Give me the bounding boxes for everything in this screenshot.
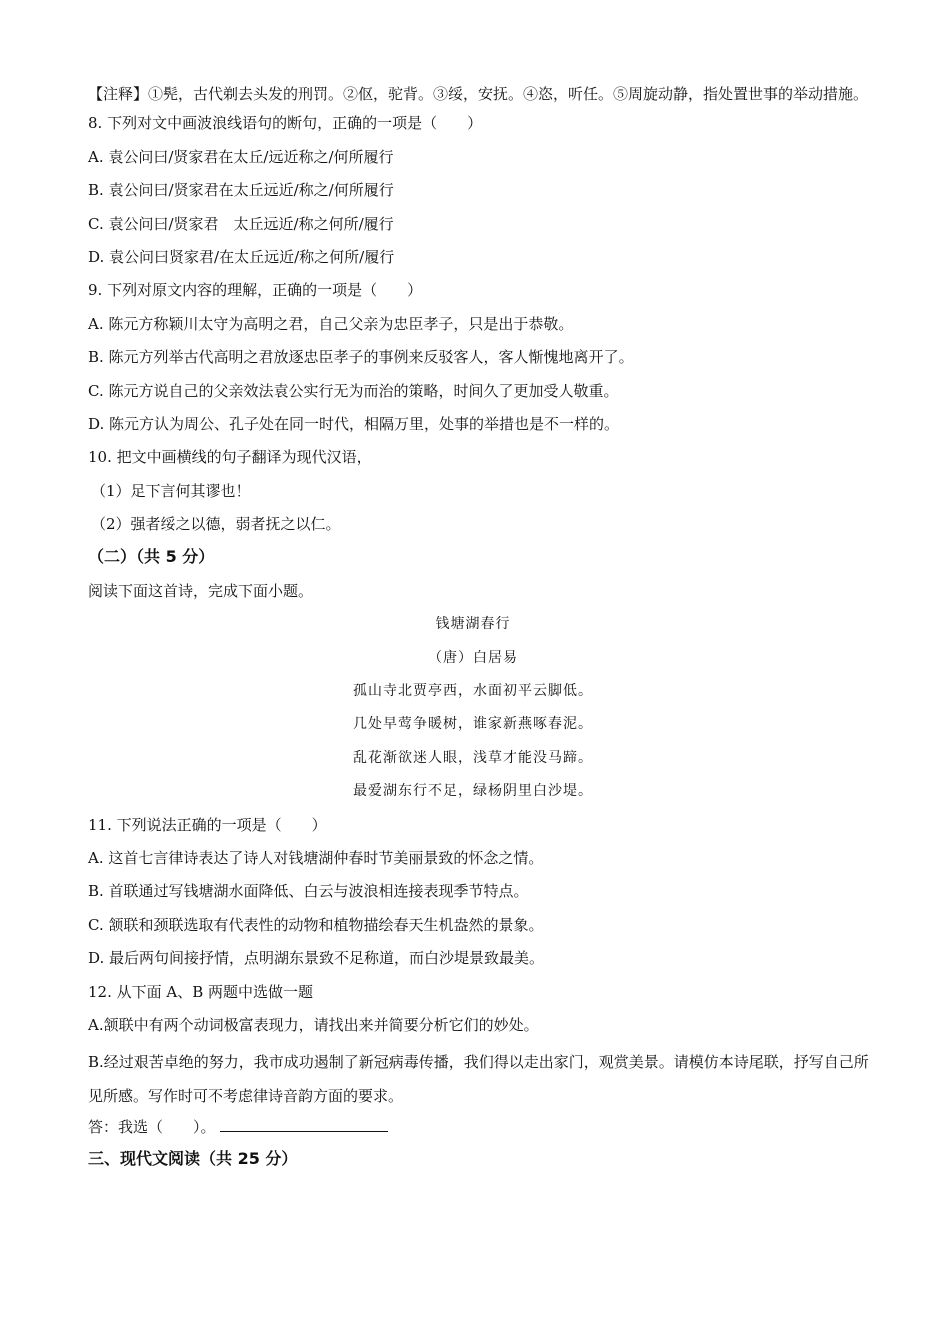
poem-line-1: 孤山寺北贾亭西，水面初平云脚低。 xyxy=(353,683,593,700)
question-11-stem: 11. 下列说法正确的一项是（ ） xyxy=(88,815,327,834)
question-8-stem: 8. 下列对文中画波浪线语句的断句，正确的一项是（ ） xyxy=(88,114,483,133)
poem-line-3: 乱花渐欲迷人眼，浅草才能没马蹄。 xyxy=(353,749,593,766)
question-12-part-b: B.经过艰苦卓绝的努力，我市成功遏制了新冠病毒传播，我们得以走出家门，观赏美景。请模仿本诗尾联，抒写自己所见所感。写作时可不考虑律诗音韵方面的要求。 xyxy=(88,1053,869,1105)
answer-label: 答：我选（ ）。 xyxy=(88,1118,216,1137)
question-12-part-a: A.颔联中有两个动词极富表现力，请找出来并简要分析它们的妙处。 xyxy=(88,1015,539,1034)
question-8-option-a: A. 袁公问曰/贤家君在太丘/远近称之/何所履行 xyxy=(88,147,394,166)
question-10-stem: 10. 把文中画横线的句子翻译为现代汉语， xyxy=(88,448,372,467)
answer-blank[interactable] xyxy=(220,1113,388,1132)
question-9-option-d: D. 陈元方认为周公、孔子处在同一时代，相隔万里，处事的举措也是不一样的。 xyxy=(88,414,620,433)
question-8-option-c: C. 袁公问曰/贤家君 太丘远近/称之何所/履行 xyxy=(88,214,394,233)
section-2-intro: 阅读下面这首诗，完成下面小题。 xyxy=(88,581,314,600)
question-11-option-c: C. 颔联和颈联选取有代表性的动物和植物描绘春天生机盎然的景象。 xyxy=(88,915,544,934)
question-10-item-2: （2）强者绥之以德，弱者抚之以仁。 xyxy=(91,515,341,534)
poem-line-4: 最爱湖东行不足，绿杨阴里白沙堤。 xyxy=(353,783,593,800)
exam-page xyxy=(88,78,878,1180)
answer-line xyxy=(88,1113,878,1146)
section-3-heading: 三、现代文阅读（共 25 分） xyxy=(88,1148,298,1168)
annotation-note: 【注释】①髡，古代剃去头发的刑罚。②伛，驼背。③绥，安抚。④恣，听任。⑤周旋动静，指处置世事的举动措施。 xyxy=(88,85,869,103)
question-12-stem: 12. 从下面 A、B 两题中选做一题 xyxy=(88,982,314,1001)
question-9-option-a: A. 陈元方称颖川太守为高明之君，自己父亲为忠臣孝子，只是出于恭敬。 xyxy=(88,314,574,333)
question-9-option-b: B. 陈元方列举古代高明之君放逐忠臣孝子的事例来反驳客人，客人惭愧地离开了。 xyxy=(88,348,634,367)
question-9-option-c: C. 陈元方说自己的父亲效法袁公实行无为而治的策略，时间久了更加受人敬重。 xyxy=(88,381,619,400)
question-9-stem: 9. 下列对原文内容的理解，正确的一项是（ ） xyxy=(88,281,423,300)
poem-line-2: 几处早莺争暖树，谁家新燕啄春泥。 xyxy=(353,716,593,733)
question-11-option-b: B. 首联通过写钱塘湖水面降低、白云与波浪相连接表现季节特点。 xyxy=(88,882,529,901)
section-2-heading: （二）（共 5 分） xyxy=(88,547,215,567)
poem-title: 钱塘湖春行 xyxy=(435,616,511,633)
poem-author: （唐）白居易 xyxy=(428,649,518,666)
question-11-option-d: D. 最后两句间接抒情，点明湖东景致不足称道，而白沙堤景致最美。 xyxy=(88,949,545,968)
question-11-option-a: A. 这首七言律诗表达了诗人对钱塘湖仲春时节美丽景致的怀念之情。 xyxy=(88,849,544,867)
question-10-item-1: （1）足下言何其谬也！ xyxy=(91,481,251,500)
question-8-option-d: D. 袁公问曰贤家君/在太丘远近/称之何所/履行 xyxy=(88,247,395,266)
question-8-option-b: B. 袁公问曰/贤家君在太丘远近/称之/何所履行 xyxy=(88,181,394,200)
